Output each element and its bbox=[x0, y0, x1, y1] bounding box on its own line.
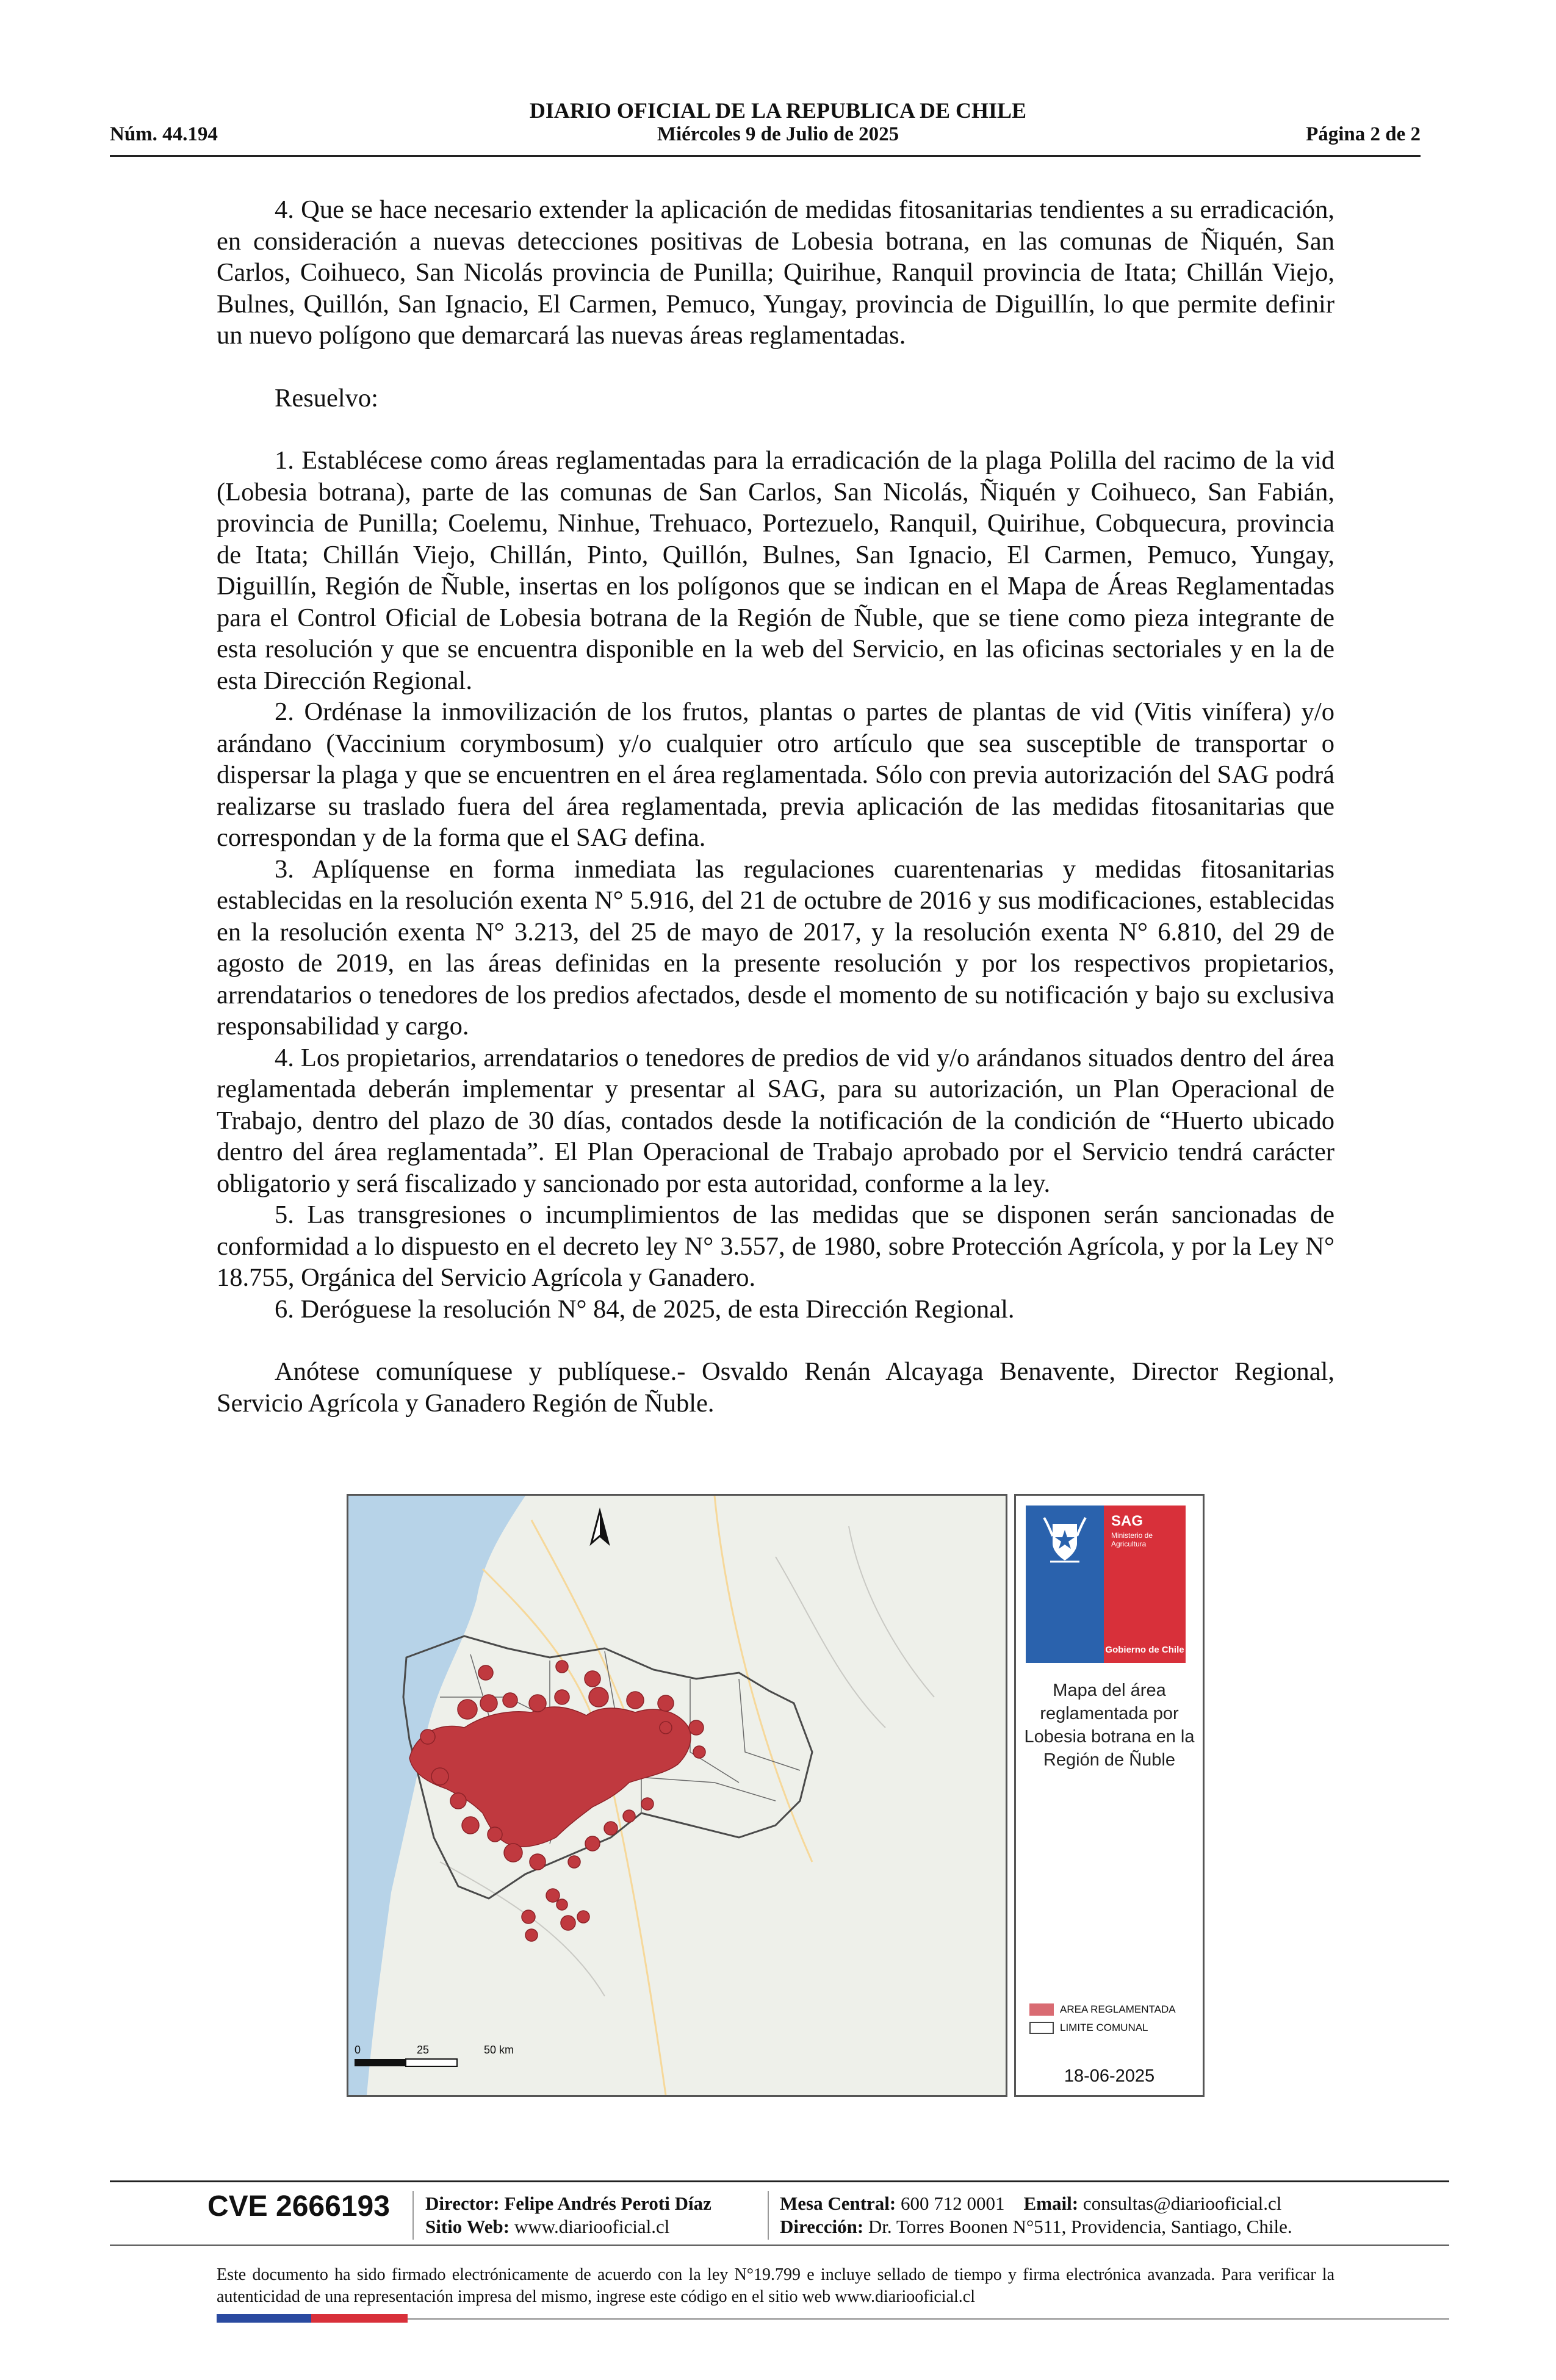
legend-item-area bbox=[1029, 2003, 1176, 2016]
footer-divider-bottom bbox=[110, 2245, 1449, 2246]
map-title: Mapa del área reglamentada por Lobesia botrana en la Región de Ñuble bbox=[1024, 1681, 1195, 1770]
header-divider bbox=[110, 155, 1421, 157]
sag-logo-text: SAG bbox=[1111, 1513, 1144, 1529]
email-link[interactable]: consultas@diariooficial.cl bbox=[1082, 2193, 1282, 2214]
resolution-item-4: 4. Los propietarios, arrendatarios o tenedores de predios de vid y/o arándanos situados dentro del área reglamentada deberán implementar y presentar al SAG, para su autorización, un Plan Operacional de Trabajo, dentro del plazo de 30 días, contados desde la notificación de la condición de “Huerto ubicado dentro del área reglamentada”. El Plan Operacional de Trabajo aprobado por el Servicio tendrá carácter obligatorio y será fiscalizado y sancionado por esta autoridad, conforme a la ley. bbox=[217, 1043, 1334, 1198]
address-label: Dirección: bbox=[780, 2216, 864, 2237]
legend-label-limit: LIMITE COMUNAL bbox=[1060, 2022, 1148, 2033]
footer-separator bbox=[412, 2191, 414, 2240]
website-label: Sitio Web: bbox=[425, 2216, 510, 2237]
chile-coat-of-arms-icon bbox=[1026, 1506, 1104, 1573]
regulated-area-map bbox=[347, 1494, 1007, 2097]
legend-swatch-limit bbox=[1029, 2022, 1054, 2034]
resuelvo-heading: Resuelvo: bbox=[275, 383, 378, 413]
resolution-body bbox=[217, 194, 1334, 1419]
resolution-item-5: 5. Las transgresiones o incumplimientos de las medidas que se disponen serán sancionadas de conformidad a lo dispuesto en el decreto ley N° 3.557, de 1980, sobre Protección Agrícola, y por la Ley N° 18.755, Orgánica del Servicio Agrícola y Ganadero. bbox=[217, 1200, 1334, 1292]
ministry-text: Ministerio de Agricultura bbox=[1111, 1531, 1153, 1548]
director-name: Felipe Andrés Peroti Díaz bbox=[504, 2193, 711, 2214]
phone-number: 600 712 0001 bbox=[901, 2193, 1005, 2214]
resolution-item-6: 6. Deróguese la resolución N° 84, de 2025, de esta Dirección Regional. bbox=[275, 1294, 1015, 1324]
resolution-item-3: 3. Aplíquense en forma inmediata las regulaciones cuarentenarias y medidas fitosanitarias establecidas en la resolución exenta N° 5.916, del 21 de octubre de 2016 y sus modificaciones, establecidas en la resolución exenta N° 3.213, del 25 de mayo de 2017, y la resolución exenta N° 6.810, del 29 de agosto de 2019, en las áreas definidas en la presente resolución y por los respectivos propietarios, arrendatarios o tenedores de los predios afectados, desde el momento de su notificación y bajo su exclusiva responsabilidad y cargo. bbox=[217, 854, 1334, 1040]
website-link[interactable]: www.diariooficial.cl bbox=[514, 2216, 670, 2237]
legend-label-area: AREA REGLAMENTADA bbox=[1060, 2003, 1176, 2015]
footer-separator bbox=[768, 2191, 769, 2240]
resolution-item-2: 2. Ordénase la inmovilización de los frutos, plantas o partes de plantas de vid (Vitis vinífera) y/o arándano (Vaccinium corymbosum) y/o cualquier otro artículo que sea susceptible de transportar o dispersar la plaga y que se encuentren en el área reglamentada. Sólo con previa autorización del SAG podrá realizarse su traslado fuera del área reglamentada, previa aplicación de las medidas fitosanitarias que correspondan y de la forma que el SAG defina. bbox=[217, 698, 1334, 852]
sag-logo-blue bbox=[1026, 1506, 1104, 1663]
scale-label-50: 50 km bbox=[484, 2044, 514, 2056]
map-date: 18-06-2025 bbox=[1064, 2066, 1155, 2086]
considerando-4: 4. Que se hace necesario extender la aplicación de medidas fitosanitarias tendientes a su erradicación, en consideración a nuevas detecciones positivas de Lobesia botrana, en las comunas de Ñiquén, San Carlos, Coihueco, San Nicolás provincia de Punilla; Quirihue, Ranquil provincia de Itata; Chillán Viejo, Bulnes, Quillón, San Ignacio, El Carmen, Pemuco, Yungay, provincia de Diguillín, lo que permite definir un nuevo polígono que demarcará las nuevas áreas reglamentadas. bbox=[217, 195, 1334, 350]
signature-paragraph: Anótese comuníquese y publíquese.- Osvaldo Renán Alcayaga Benavente, Director Regional, Servicio Agrícola y Ganadero Región de Ñuble. bbox=[217, 1357, 1334, 1418]
flag-bar-line bbox=[408, 2318, 1449, 2320]
footer-director bbox=[425, 2192, 711, 2215]
map-drawing bbox=[348, 1496, 1006, 2095]
issue-number: Núm. 44.194 bbox=[110, 123, 218, 145]
page-indicator: Página 2 de 2 bbox=[1306, 123, 1421, 145]
cve-code: CVE 2666193 bbox=[207, 2190, 390, 2223]
email-label: Email: bbox=[1023, 2193, 1079, 2214]
flag-bar-red bbox=[311, 2314, 408, 2323]
issue-date: Miércoles 9 de Julio de 2025 bbox=[657, 123, 899, 145]
footer-divider-top bbox=[110, 2180, 1449, 2182]
scale-label-25: 25 bbox=[417, 2044, 430, 2056]
scale-bar bbox=[355, 2059, 457, 2066]
government-text: Gobierno de Chile bbox=[1105, 1645, 1184, 1655]
footer-website bbox=[425, 2215, 669, 2238]
footer-contact bbox=[780, 2192, 1281, 2215]
phone-label: Mesa Central: bbox=[780, 2193, 896, 2214]
director-label: Director: bbox=[425, 2193, 500, 2214]
newspaper-title: DIARIO OFICIAL DE LA REPUBLICA DE CHILE bbox=[529, 98, 1027, 123]
address-text: Dr. Torres Boonen N°511, Providencia, Santiago, Chile. bbox=[868, 2216, 1292, 2237]
electronic-signature-note: Este documento ha sido firmado electrónicamente de acuerdo con la ley N°19.799 e incluye sellado de tiempo y firma electrónica avanzada. Para verificar la autenticidad de una representación impresa del mismo, ingrese este código en el sitio web www.diariooficial.cl bbox=[217, 2265, 1334, 2306]
resolution-item-1: 1. Establécese como áreas reglamentadas para la erradicación de la plaga Polilla del racimo de la vid (Lobesia botrana), parte de las comunas de San Carlos, San Nicolás, Ñiquén y Coihueco, San Fabián, provincia de Punilla; Coelemu, Ninhue, Trehuaco, Portezuelo, Ranquil, Quirihue, Cobquecura, provincia de Itata; Chillán Viejo, Chillán, Pinto, Quillón, Bulnes, San Ignacio, El Carmen, Pemuco, Yungay, Diguillín, Región de Ñuble, insertas en los polígonos que se indican en el Mapa de Áreas Reglamentadas para el Control Oficial de Lobesia botrana de la Región de Ñuble, que se tiene como pieza integrante de esta resolución y que se encuentra disponible en la web del Servicio, en las oficinas sectoriales y en la de esta Dirección Regional. bbox=[217, 446, 1334, 695]
footer-address bbox=[780, 2215, 1292, 2238]
scale-label-0: 0 bbox=[355, 2044, 361, 2056]
map-legend-panel bbox=[1014, 1494, 1205, 2097]
legend-item-limit bbox=[1029, 2022, 1148, 2034]
legend-swatch-area bbox=[1029, 2003, 1054, 2016]
flag-bar-blue bbox=[217, 2314, 311, 2323]
